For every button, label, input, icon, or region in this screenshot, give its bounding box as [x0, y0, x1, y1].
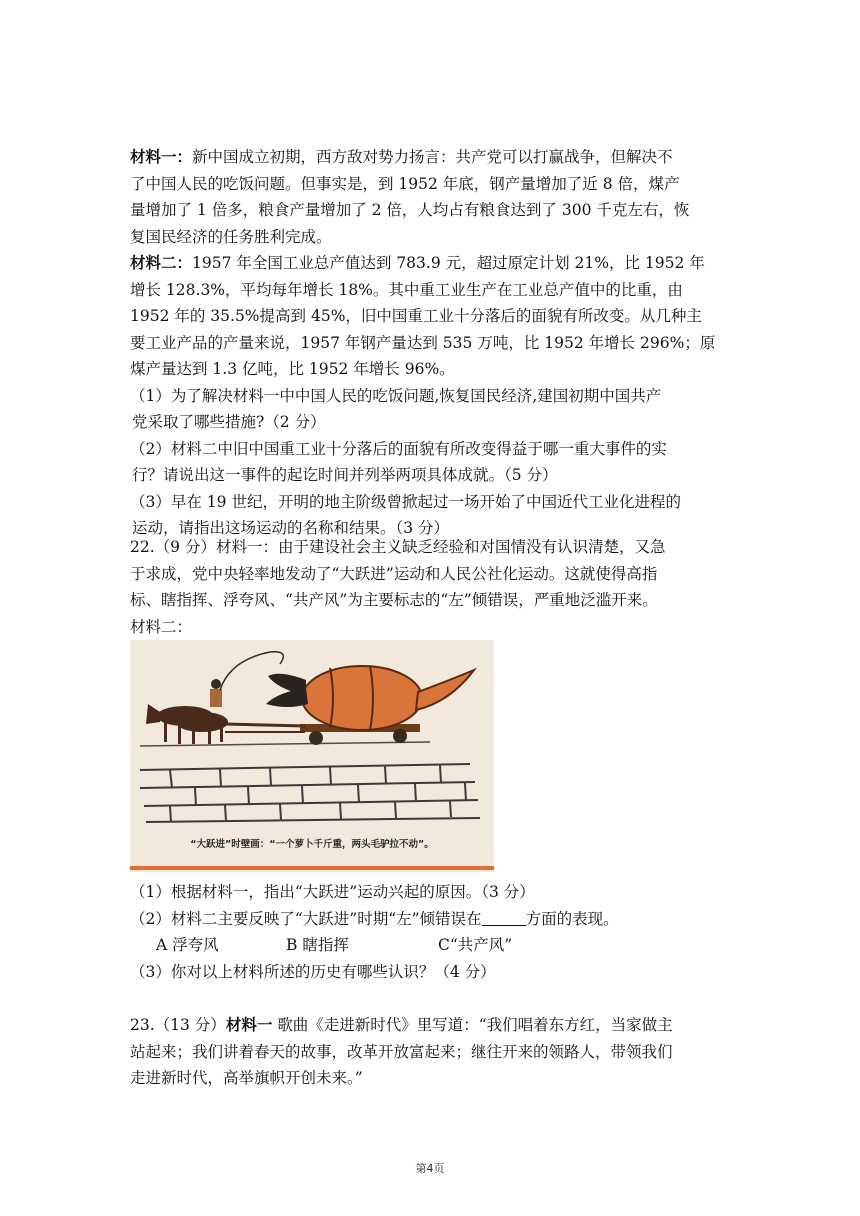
- q22-questions: [130, 879, 735, 985]
- answer-blank: [482, 909, 526, 926]
- q22-question-3: （3）你对以上材料所述的历史有哪些认识？（4 分）: [130, 962, 496, 981]
- option-a: A 浮夸风: [156, 936, 219, 954]
- q21-question-line: 行？请说出这一事件的起讫时间并列举两项具体成就。（5 分）: [132, 466, 558, 484]
- option-b: B 瞎指挥: [286, 936, 349, 954]
- q22-section: [130, 534, 735, 640]
- q23-material-one-label: 材料一: [225, 1015, 273, 1034]
- q23-section: [130, 1012, 735, 1092]
- q21-material-one-label: 材料一：: [130, 147, 193, 166]
- q21-material-two-label: 材料二：: [130, 253, 193, 272]
- option-c: C“共产风”: [438, 936, 513, 954]
- page-number: 第4页: [415, 1162, 445, 1175]
- q21-m2-line: 要工业产品的产量来说，1957 年钢产量达到 535 万吨，比 1952 年增长 296%；原: [130, 333, 716, 352]
- q22-line: 22.（9 分）材料一：由于建设社会主义缺乏经验和对国情没有认识清楚，又急: [130, 538, 666, 556]
- q21-question-line: 党采取了哪些措施?（2 分）: [132, 413, 326, 431]
- q21-m1-line: 复国民经济的任务胜利完成。: [130, 227, 332, 246]
- q22-line: 标、瞎指挥、浮夸风、“共产风”为主要标志的“左”倾错误，严重地泛滥开来。: [130, 591, 658, 609]
- q21-section: [130, 144, 735, 542]
- q22-question-1: （1）根据材料一，指出“大跃进”运动兴起的原因。（3 分）: [130, 883, 535, 901]
- q21-question-line: 运动，请指出这场运动的名称和结果。（3 分）: [132, 519, 450, 537]
- q23-line: 23.（13 分）材料一 歌曲《走进新时代》里写道：“我们唱着东方红，当家做主: [130, 1015, 673, 1034]
- q21-m2-line: 材料二：1957 年全国工业总产值达到 783.9 元，超过原定计划 21%，比 1952 年: [130, 253, 705, 272]
- q22-options: [130, 932, 735, 959]
- q22-line: 于求成，党中央轻率地发动了“大跃进”运动和人民公社化运动。这就使得高指: [130, 564, 658, 583]
- q21-m1-line: 材料一：新中国成立初期，西方敌对势力扬言：共产党可以打赢战争，但解决不: [130, 147, 673, 166]
- q21-m1-line: 量增加了 1 倍多，粮食产量增加了 2 倍，人均占有粮食达到了 300 千克左右，恢: [130, 201, 690, 219]
- figure-caption: “大跃进”时壁画：“一个萝卜千斤重，两头毛驴拉不动”。: [190, 839, 434, 850]
- q21-question-line: （1）为了解决材料一中中国人民的吃饭问题,恢复国民经济,建国初期中国共产: [130, 386, 662, 405]
- q21-question-line: （3）早在 19 世纪，开明的地主阶级曾掀起过一场开始了中国近代工业化进程的: [130, 492, 681, 511]
- q21-m2-line: 1952 年的 35.5%提高到 45%，旧中国重工业十分落后的面貌有所改变。从几种主: [130, 307, 702, 325]
- great-leap-mural-image: [130, 640, 494, 872]
- q21-m2-line: 煤产量达到 1.3 亿吨，比 1952 年增长 96%。: [130, 360, 455, 378]
- q21-m2-line: 增长 128.3%，平均每年增长 18%。其中重工业生产在工业总产值中的比重，由: [130, 280, 683, 299]
- q23-line: 站起来；我们讲着春天的故事，改革开放富起来；继往开来的领路人，带领我们: [130, 1042, 673, 1061]
- q22-line: 材料二：: [130, 617, 193, 636]
- q22-question-2: （2）材料二主要反映了“大跃进”时期“左”倾错误在 方面的表现。: [130, 909, 619, 928]
- q23-line: 走进新时代，高举旗帜开创未来。”: [130, 1069, 363, 1087]
- q21-question-line: （2）材料二中旧中国重工业十分落后的面貌有所改变得益于哪一重大事件的实: [130, 439, 667, 458]
- q21-m1-line: 了中国人民的吃饭问题。但事实是，到 1952 年底，钢产量增加了近 8 倍，煤产: [130, 174, 680, 193]
